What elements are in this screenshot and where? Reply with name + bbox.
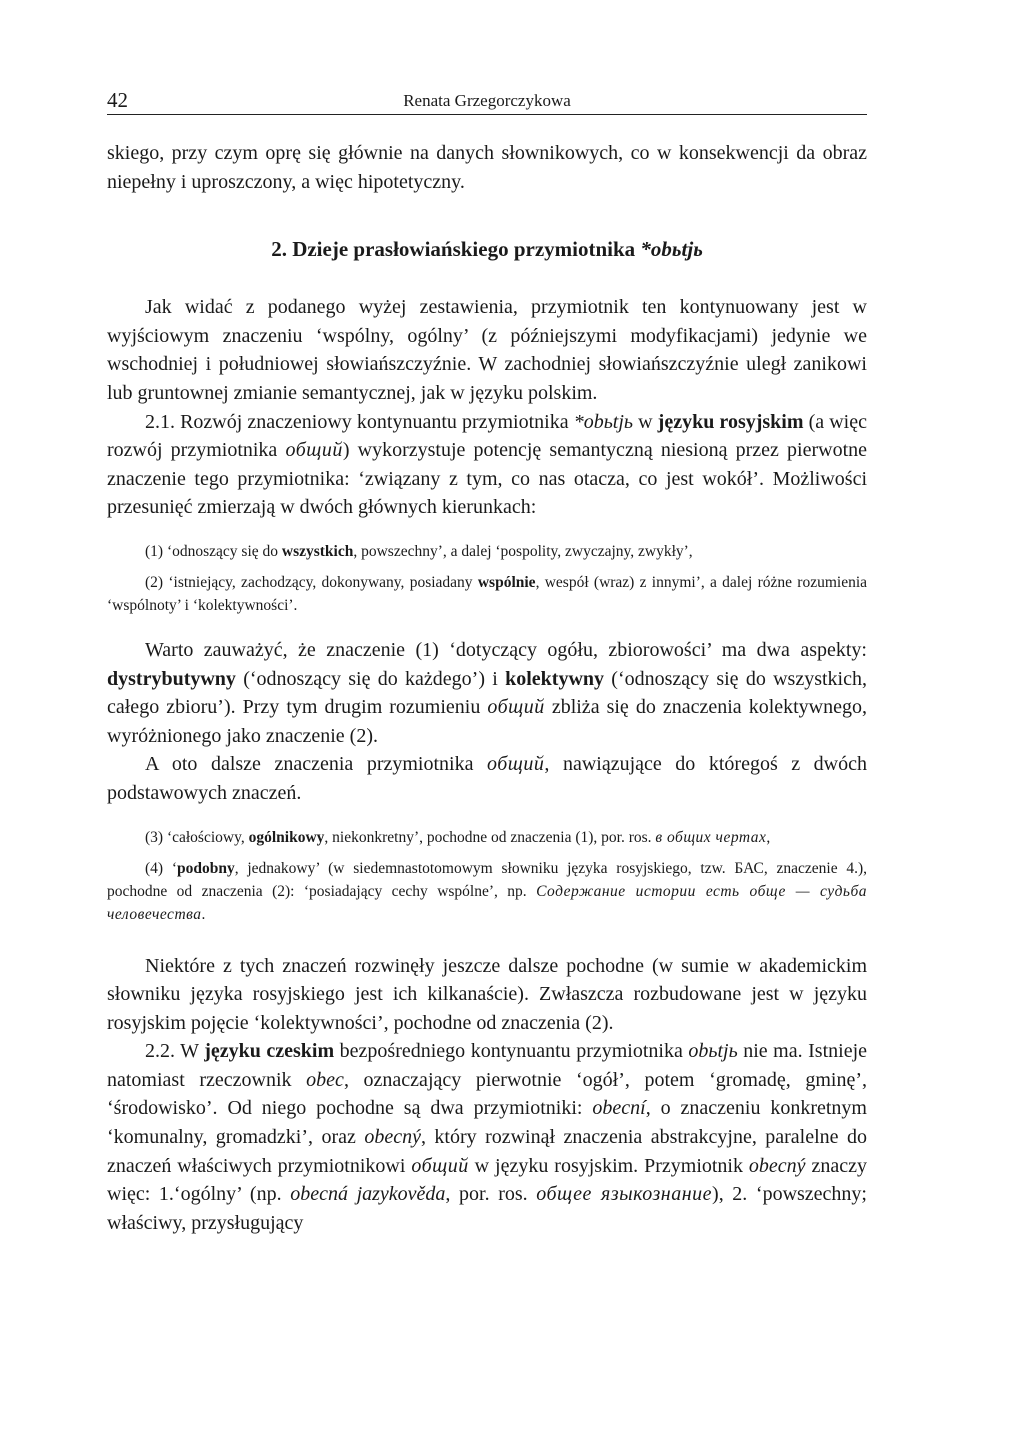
p4-text-a: A oto dalsze znaczenia przymiotnika (145, 753, 488, 776)
paragraph-6 (107, 1037, 867, 1237)
p6-czech-2: obecní (592, 1097, 646, 1120)
ex3-russian: в общих чертах (655, 828, 767, 846)
ex1-text-b: , powszechny’, a dalej ‘pospolity, zwyczajny, zwykły’, (353, 542, 693, 560)
section-heading-text: 2. Dzieje prasłowiańskiego przymiotnika (271, 237, 641, 262)
p2-text-a: 2.1. Rozwój znaczeniowy kontynuantu przymiotnika (145, 410, 574, 433)
p4-text-b: , nawiązujące do któregoś z dwóch podstawowych znaczeń. (107, 753, 867, 804)
ex3-text-b: , niekonkretny’, pochodne od znaczenia (1), por. ros. (324, 828, 656, 846)
p6-term: obьtjь (688, 1040, 738, 1063)
p2-russian: общий (285, 439, 343, 462)
ex3-text-c: , (766, 828, 771, 846)
section-heading-term: *obьtjь (640, 237, 703, 262)
p6-text-b: bezpośredniego kontynuantu przymiotnika (334, 1040, 689, 1063)
p6-text-f: , który rozwinął znaczenia abstrakcyjne, paralelne do znaczeń właściwych przymiotnikowi (107, 1126, 868, 1177)
p2-term: *obьtjь (573, 410, 634, 433)
example-4 (107, 857, 867, 926)
paragraph-5: Niektóre z tych znaczeń rozwinęły jeszcze dalsze pochodne (w sumie w akademickim słowniku języka rosyjskiego jest ich kilkanaście). Zwłaszcza rozbudowane jest w języku rosyjskim pojęcie ‘kolektywności’, pochodne od znaczenia (2). (107, 954, 867, 1034)
p4-russian: общий (487, 753, 545, 776)
p3-text-c: (‘odnoszący się do wszystkich, całego zbioru’). Przy tym drugim rozumieniu (107, 667, 867, 719)
p3-text-d: zbliża się do znaczenia kolektywnego, wyróżnionego jako znaczenie (2). (107, 696, 868, 747)
p6-russian-1: общий (411, 1154, 469, 1177)
p6-czech-5: obecná jazykověda (290, 1183, 446, 1206)
p2-bold: języku rosyjskim (657, 410, 804, 433)
ex2-bold: wspólnie (477, 573, 536, 591)
p6-text-g: w języku rosyjskim. Przymiotnik (468, 1154, 749, 1177)
p6-bold: języku czeskim (204, 1040, 335, 1063)
example-1 (107, 540, 867, 563)
running-head-author: Renata Grzegorczykowa (403, 91, 571, 110)
example-3 (107, 826, 867, 849)
p6-text-e: , o znaczeniu konkretnym ‘komunalny, gromadzki’, oraz (107, 1097, 867, 1149)
p6-text-i: , por. ros. (445, 1183, 537, 1206)
ex4-text-b: , jednakowy’ (w siedemnastotomowym słowniku języka rosyjskiego, tzw. БАС, znaczenie 4.), pochodne od znaczenia (2): ‘posiadający cechy wspólne’, np. (107, 859, 867, 900)
ex1-text-a: (1) ‘odnoszący się do (145, 542, 282, 560)
p3-russian: общий (487, 696, 545, 719)
p6-text-c: nie ma. Istnieje natomiast rzeczownik (107, 1040, 868, 1091)
ex3-bold: ogólnikowy (248, 828, 325, 846)
running-head (107, 84, 867, 115)
p6-text-j: ), 2. ‘powszechny; właściwy, przysługujący (107, 1183, 867, 1234)
p3-text-a: Warto zauważyć, że znaczenie (1) ‘dotyczący ogółu, zbiorowości’ ma dwa aspekty: (145, 638, 867, 661)
page (107, 84, 867, 1237)
ex4-text-a: (4) ‘ (145, 859, 177, 877)
example-2 (107, 571, 867, 617)
paragraph-4 (107, 750, 867, 807)
ex2-text-a: (2) ‘istniejący, zachodzący, dokonywany, posiadany (145, 573, 478, 591)
ex1-bold: wszystkich (281, 542, 354, 560)
paragraph-1: Jak widać z podanego wyżej zestawienia, przymiotnik ten kontynuowany jest w wyjściowym znaczeniu ‘wspólny, ogólny’ (z późniejszymi modyfikacjami) jedynie we wschodniej i południowej słowiańszczyźnie. W zachodniej słowiańszczyźnie uległ zanikowi lub gruntownej zmianie semantycznej, jak w języku polskim. (107, 296, 867, 404)
ex4-russian: Содержание истории есть обще — судьба человечества (107, 882, 868, 923)
p3-text-b: (‘odnoszący się do każdego’) i (235, 667, 506, 690)
ex4-text-c: . (201, 905, 206, 923)
p6-russian-2: общее языкознание (536, 1183, 713, 1206)
p2-text-c: (a więc rozwój przymiotnika (107, 410, 867, 462)
p2-text-b: w (633, 410, 658, 433)
p6-text-d: , oznaczający pierwotnie ‘ogół’, potem ‘gromadę, gminę’, ‘środowisko’. Od niego pochodne są dwa przymiotniki: (107, 1068, 867, 1120)
ex2-text-b: , wespół (wraz) z innymi’, a dalej różne rozumienia ‘wspólnoty’ i ‘kolektywności’. (107, 573, 868, 614)
intro-paragraph: skiego, przy czym oprę się głównie na danych słownikowych, co w konsekwencji da obraz niepełny i uproszczony, a więc hipotetyczny. (107, 142, 867, 193)
ex4-bold: podobny (177, 859, 235, 877)
p6-text-h: znaczy więc: 1.‘ogólny’ (np. (107, 1154, 867, 1206)
page-number: 42 (107, 88, 128, 112)
section-heading (107, 235, 867, 263)
paragraph-3 (107, 636, 867, 750)
p6-czech-1: obec (306, 1068, 344, 1091)
p3-bold-1: dystrybutywny (107, 667, 236, 690)
p3-bold-2: kolektywny (505, 667, 605, 690)
ex3-text-a: (3) ‘całościowy, (145, 828, 249, 846)
paragraph-2 (107, 408, 867, 522)
p2-text-d: ) wykorzystuje potencję semantyczną niesioną przez pierwotne znaczenie tego przymiotnika: ‘związany z tym, co nas otacza, co jest wokół’. Możliwości przesunięć zmierzają w dwóch głównych kierunkach: (107, 439, 867, 519)
p6-text-a: 2.2. W (145, 1040, 205, 1063)
p6-czech-3: obecný (364, 1126, 421, 1149)
p6-czech-4: obecný (748, 1154, 806, 1177)
